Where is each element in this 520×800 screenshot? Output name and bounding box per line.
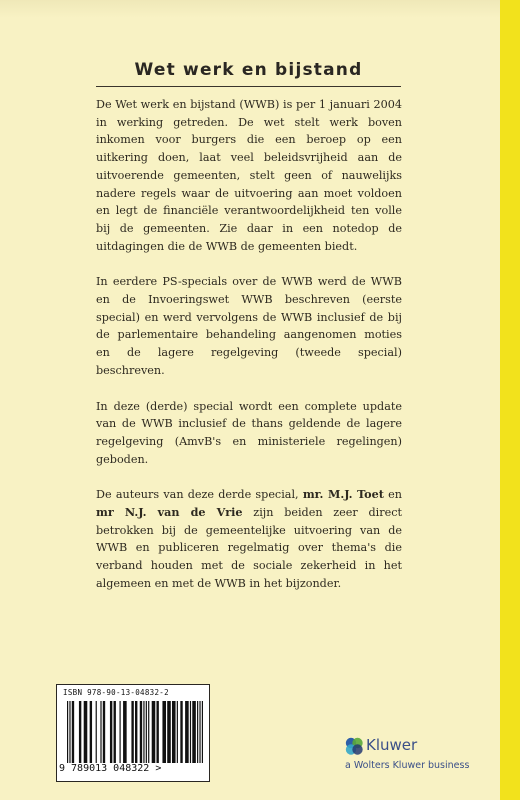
paragraph-intro: De Wet werk en bijstand (WWB) is per 1 januari 2004 in werking getreden. De wet stelt werk boven inkomen voor burgers die een beroep op een uitkering doen, laat veel beleidsvrijheid aan de uitvoerende gemeenten, stelt geen of nauwelijks nadere regels waar de uitvoering aan moet voldoen en legt de financiële verantwoordelijkheid ten volle bij de gemeenten. Zie daar in een notedop de uitdagingen die de WWB de gemeenten biedt. [96, 98, 402, 253]
spine-stripe [500, 0, 520, 800]
barcode-bar [152, 701, 156, 763]
barcode-bar [146, 701, 147, 763]
barcode-bar [69, 701, 70, 763]
barcode-bar [192, 701, 196, 763]
barcode-bar [140, 701, 142, 763]
page-title: Wet werk en bijstand [134, 60, 363, 80]
paragraph-authors [96, 486, 402, 592]
barcode-bar [148, 701, 149, 763]
barcode-bar [197, 701, 198, 763]
barcode-bar [156, 701, 158, 763]
barcode-digits: 9 789013 048322 > [59, 763, 162, 774]
barcode-label [56, 684, 210, 782]
title-underline [96, 86, 401, 87]
publisher-logo [344, 734, 494, 778]
barcode-bar [202, 701, 203, 763]
publisher-tagline: a Wolters Kluwer business [345, 760, 470, 771]
barcode-bar [90, 701, 92, 763]
barcode-bar [72, 701, 74, 763]
barcode-bar [110, 701, 112, 763]
barcode-bar [84, 701, 88, 763]
barcode-bar [190, 701, 191, 763]
publisher-name: Kluwer [366, 736, 418, 754]
barcode-bar [177, 701, 178, 763]
authors-description: zijn beiden zeer direct betrokken bij de gemeentelijke uitvoering van de WWB en publiceren regelmatig over thema's die verband houden met de sociale zekerheid in het algemeen en met de WWB in het bijzonder. [96, 506, 402, 590]
barcode-bar [103, 701, 105, 763]
barcode-bar [135, 701, 137, 763]
authors-conjunction: en [383, 488, 402, 502]
blurb-text [96, 96, 402, 611]
barcode-bar [119, 701, 120, 763]
author-name: mr N.J. van de Vrie [96, 505, 243, 520]
author-name: mr. M.J. Toet [302, 487, 384, 502]
barcode-bar [131, 701, 133, 763]
barcode-bars [67, 701, 203, 763]
barcode-bar [67, 701, 68, 763]
barcode-bar [185, 701, 189, 763]
paragraph-previous-specials: In eerdere PS-specials over de WWB werd de WWB en de Invoeringswet WWB beschreven (eerste special) en werd vervolgens de WWB inclusief de bij de parlementaire behandeling aangenomen moties en de lagere regelgeving (tweede special) beschreven. [96, 275, 402, 377]
title-block [96, 60, 401, 87]
barcode-bar [180, 701, 182, 763]
barcode-bar [167, 701, 171, 763]
barcode-bar [172, 701, 176, 763]
barcode-bar [123, 701, 127, 763]
barcode-bar [100, 701, 101, 763]
barcode-bar [79, 701, 81, 763]
authors-intro: De auteurs van deze derde special, [96, 488, 303, 502]
barcode-bar [96, 701, 97, 763]
isbn-text: ISBN 978-90-13-04832-2 [63, 688, 169, 697]
barcode-bar [162, 701, 166, 763]
barcode-bar [114, 701, 116, 763]
barcode-bar [199, 701, 200, 763]
kluwer-logo-mark-icon [344, 736, 364, 756]
barcode-bar [143, 701, 144, 763]
top-edge-shadow [0, 0, 500, 18]
paragraph-third-special: In deze (derde) special wordt een complete update van de WWB inclusief de thans geldende de lagere regelgeving (AmvB's en ministeriele regelingen) geboden. [96, 399, 402, 466]
